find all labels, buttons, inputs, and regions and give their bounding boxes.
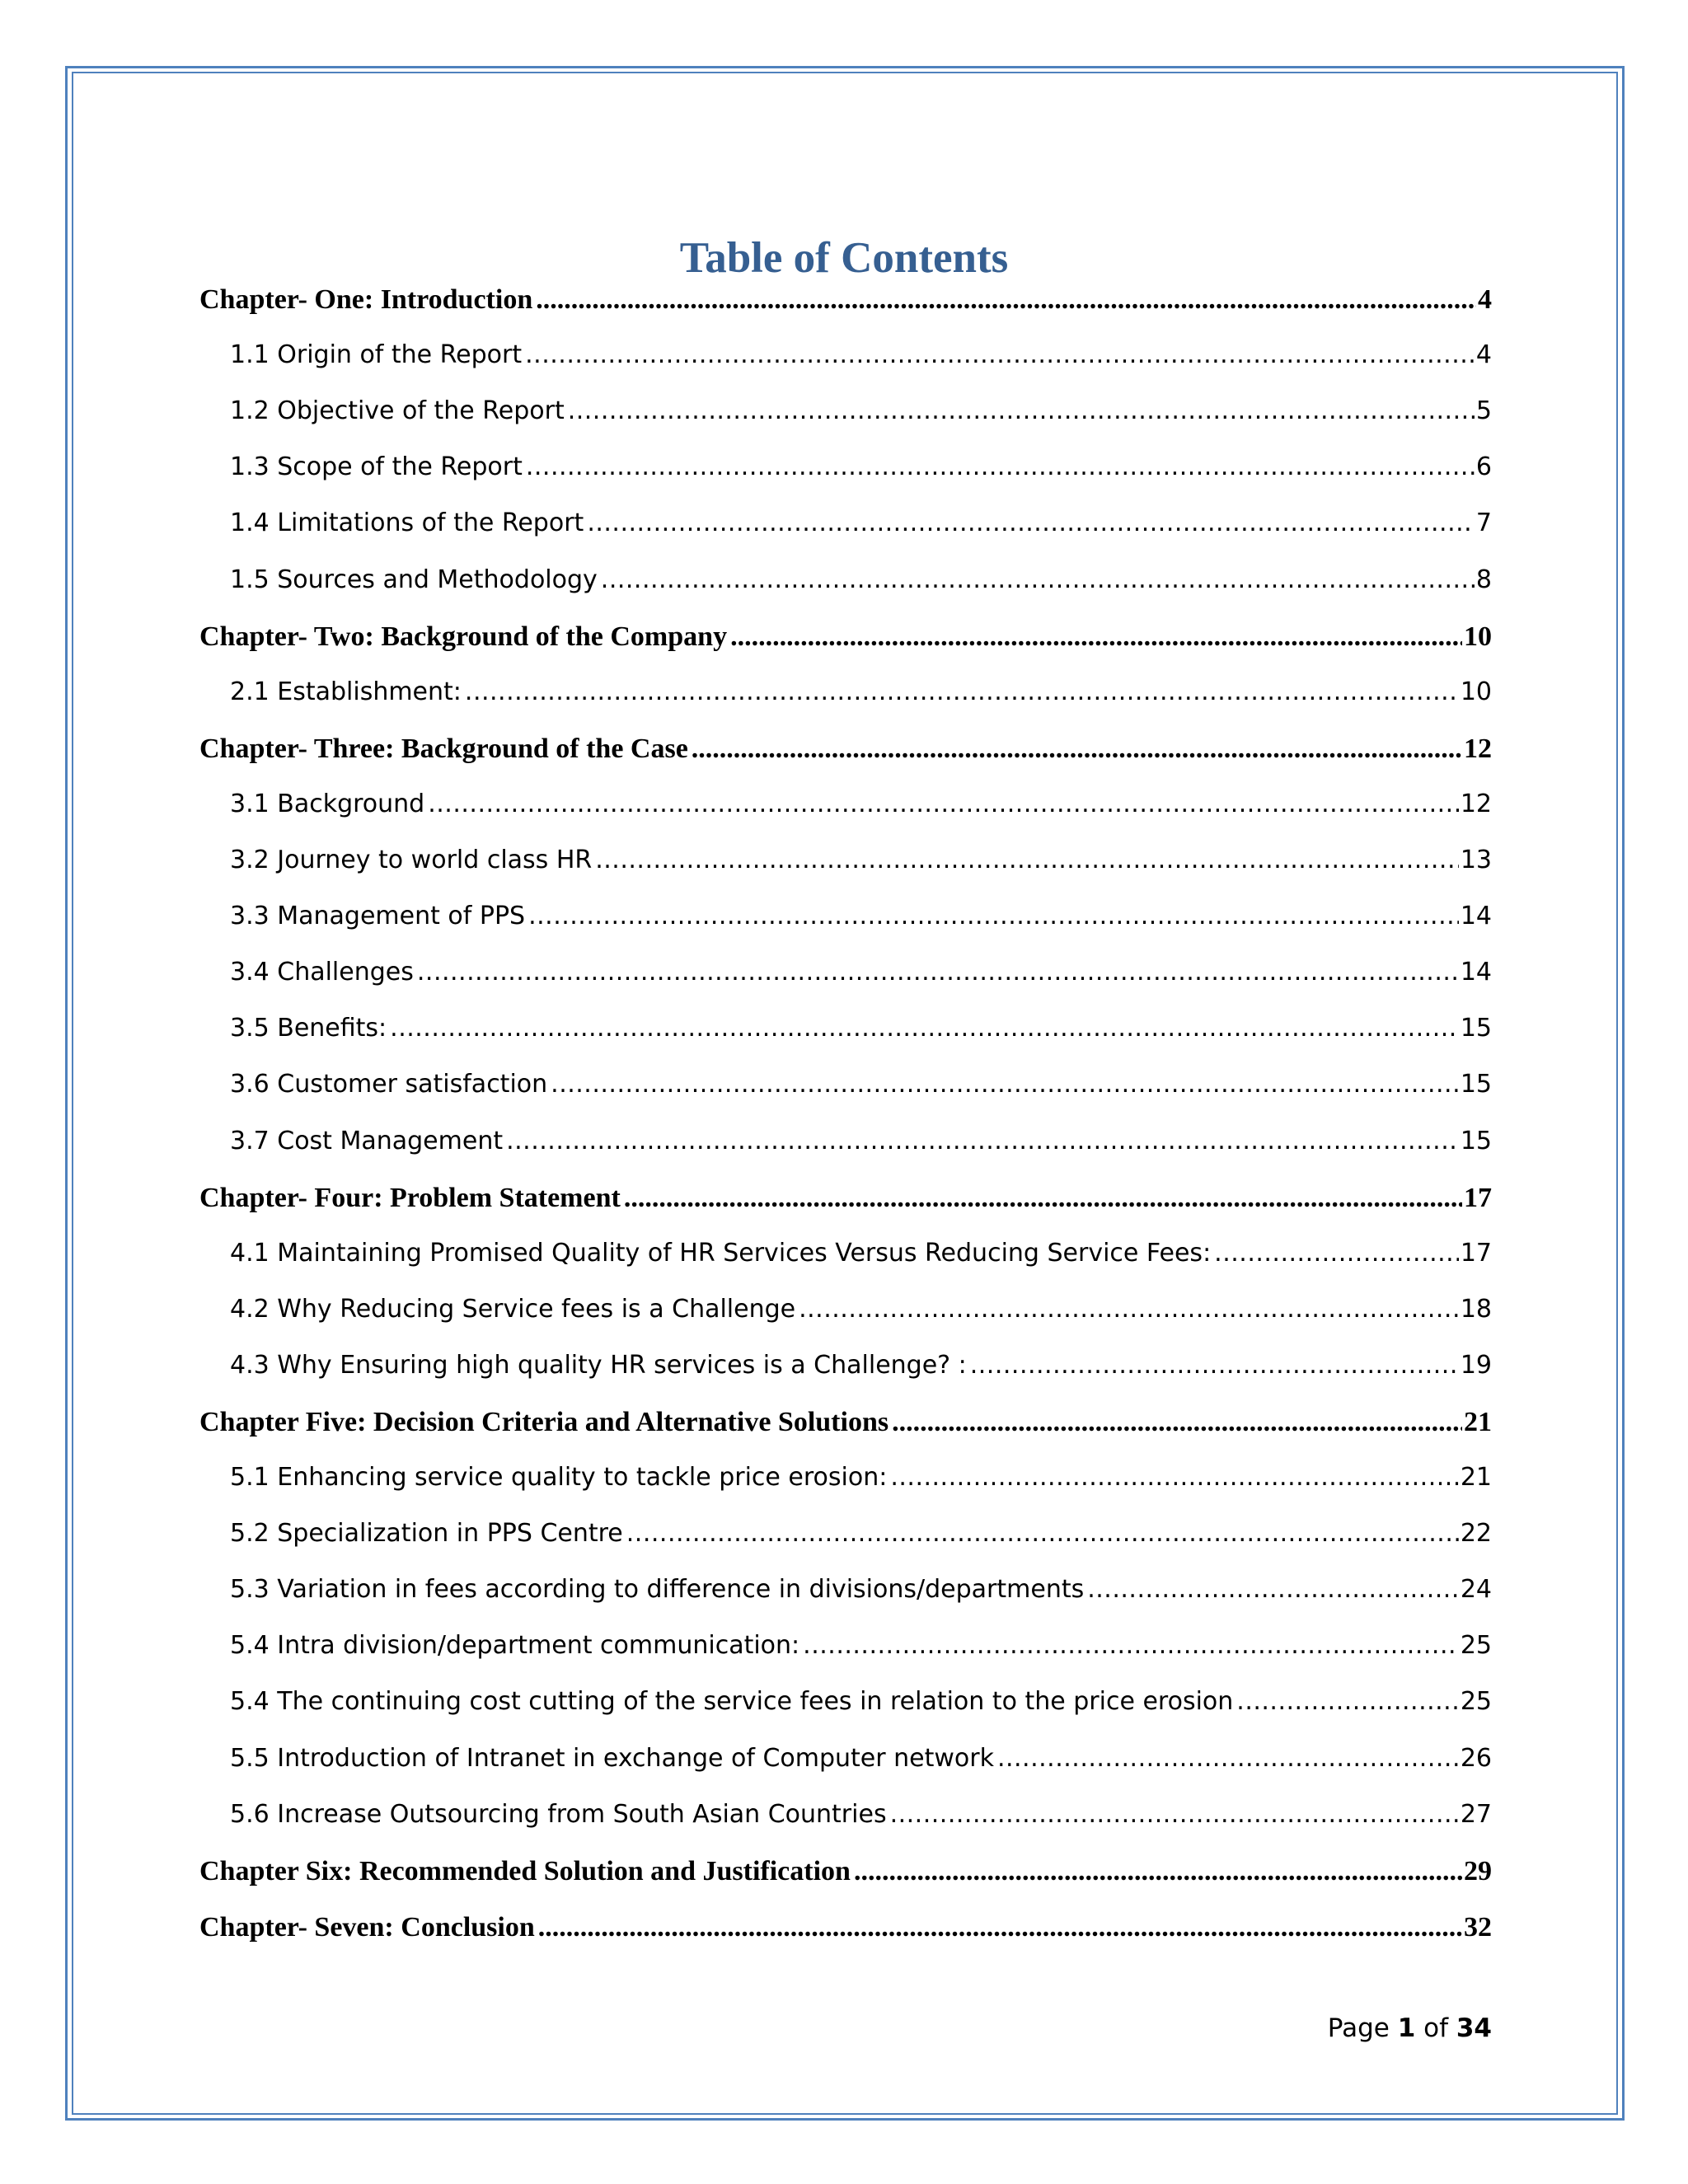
toc-section-entry[interactable] — [230, 1239, 1492, 1268]
toc-section-entry[interactable] — [230, 1351, 1492, 1380]
toc-dot-leader — [526, 452, 1475, 481]
toc-entry-label: 5.2 Specialization in PPS Centre — [230, 1519, 623, 1548]
toc-section-entry[interactable] — [230, 1687, 1492, 1716]
toc-entry-page-number: 21 — [1460, 1463, 1492, 1492]
toc-dot-leader — [730, 621, 1462, 653]
toc-dot-leader — [1236, 1687, 1459, 1716]
page-footer — [1328, 2013, 1492, 2043]
toc-entry-label: Chapter- Four: Problem Statement — [199, 1183, 621, 1213]
toc-section-entry[interactable] — [230, 790, 1492, 818]
toc-entry-label: Chapter Six: Recommended Solution and Justification — [199, 1856, 851, 1886]
toc-section-entry[interactable] — [230, 509, 1492, 537]
toc-entry-page-number: 29 — [1464, 1856, 1492, 1886]
toc-dot-leader — [1087, 1575, 1459, 1604]
toc-entry-label: Chapter- One: Introduction — [199, 284, 533, 315]
toc-entry-label: 2.1 Establishment: — [230, 677, 462, 706]
toc-dot-leader — [390, 1014, 1459, 1043]
toc-dot-leader — [799, 1295, 1459, 1324]
footer-current-page: 1 — [1397, 2013, 1416, 2043]
toc-entry-page-number: 32 — [1464, 1912, 1492, 1943]
toc-entry-label: 1.1 Origin of the Report — [230, 340, 523, 369]
toc-section-entry[interactable] — [230, 396, 1492, 425]
toc-entry-page-number: 6 — [1475, 452, 1492, 481]
toc-entry-page-number: 14 — [1460, 902, 1492, 930]
toc-entry-page-number: 14 — [1460, 958, 1492, 987]
toc-entry-label: Chapter- Three: Background of the Case — [199, 733, 688, 764]
toc-entry-page-number: 18 — [1460, 1295, 1492, 1324]
toc-dot-leader — [803, 1631, 1459, 1660]
toc-entry-page-number: 24 — [1460, 1575, 1492, 1604]
toc-entry-label: 3.5 Benefits: — [230, 1014, 387, 1043]
toc-dot-leader — [428, 790, 1459, 818]
toc-entry-page-number: 15 — [1460, 1014, 1492, 1043]
toc-section-entry[interactable] — [230, 1070, 1492, 1099]
toc-entry-page-number: 10 — [1464, 621, 1492, 652]
toc-dot-leader — [692, 733, 1462, 765]
toc-entry-page-number: 10 — [1460, 677, 1492, 706]
toc-entry-page-number: 12 — [1464, 733, 1492, 764]
toc-dot-leader — [970, 1351, 1459, 1380]
toc-entry-label: 5.5 Introduction of Intranet in exchange of Computer network — [230, 1744, 994, 1773]
toc-section-entry[interactable] — [230, 1519, 1492, 1548]
toc-dot-leader — [536, 284, 1476, 316]
toc-entry-label: 3.4 Challenges — [230, 958, 414, 987]
toc-section-entry[interactable] — [230, 565, 1492, 594]
toc-entry-label: 3.7 Cost Management — [230, 1127, 504, 1155]
toc-section-entry[interactable] — [230, 1800, 1492, 1829]
footer-middle: of — [1415, 2013, 1456, 2043]
toc-dot-leader — [538, 1912, 1462, 1943]
toc-entry-label: 1.2 Objective of the Report — [230, 396, 565, 425]
toc-dot-leader — [890, 1800, 1459, 1829]
toc-entry-label: 5.4 Intra division/department communication: — [230, 1631, 800, 1660]
toc-dot-leader — [506, 1127, 1459, 1155]
toc-entry-label: 5.3 Variation in fees according to difference in divisions/departments — [230, 1575, 1085, 1604]
toc-entry-label: Chapter- Seven: Conclusion — [199, 1912, 535, 1943]
toc-entry-label: 3.6 Customer satisfaction — [230, 1070, 548, 1099]
footer-prefix: Page — [1327, 2013, 1398, 2043]
toc-dot-leader — [525, 340, 1475, 369]
toc-dot-leader — [890, 1463, 1458, 1492]
toc-entry-page-number: 19 — [1460, 1351, 1492, 1380]
toc-section-entry[interactable] — [230, 1631, 1492, 1660]
toc-chapter-entry[interactable] — [199, 1407, 1492, 1438]
toc-section-entry[interactable] — [230, 340, 1492, 369]
toc-chapter-entry[interactable] — [199, 1856, 1492, 1887]
toc-dot-leader — [595, 846, 1459, 874]
toc-entry-label: 3.1 Background — [230, 790, 425, 818]
toc-entry-page-number: 4 — [1475, 340, 1492, 369]
toc-entry-page-number: 15 — [1460, 1070, 1492, 1099]
toc-title: Table of Contents — [679, 234, 1009, 282]
toc-entry-page-number: 27 — [1460, 1800, 1492, 1829]
toc-entry-page-number: 15 — [1460, 1127, 1492, 1155]
toc-entry-label: Chapter Five: Decision Criteria and Alternative Solutions — [199, 1407, 889, 1437]
toc-dot-leader — [997, 1744, 1459, 1773]
toc-dot-leader — [465, 677, 1459, 706]
toc-dot-leader — [417, 958, 1459, 987]
toc-entry-label: 3.3 Management of PPS — [230, 902, 526, 930]
toc-entry-label: 1.3 Scope of the Report — [230, 452, 523, 481]
toc-chapter-entry[interactable] — [199, 1912, 1492, 1943]
toc-section-entry[interactable] — [230, 1744, 1492, 1773]
toc-entry-page-number: 17 — [1464, 1183, 1492, 1213]
toc-entry-label: 3.2 Journey to world class HR — [230, 846, 593, 874]
toc-dot-leader — [601, 565, 1475, 594]
toc-entry-label: 5.4 The continuing cost cutting of the service fees in relation to the price erosion — [230, 1687, 1234, 1716]
toc-entry-page-number: 13 — [1460, 846, 1492, 874]
toc-entry-label: 4.3 Why Ensuring high quality HR services is a Challenge? : — [230, 1351, 967, 1380]
toc-entry-page-number: 17 — [1460, 1239, 1492, 1268]
toc-dot-leader — [528, 902, 1459, 930]
toc-entry-page-number: 5 — [1475, 396, 1492, 425]
toc-chapter-entry[interactable] — [199, 284, 1492, 316]
toc-dot-leader — [1214, 1239, 1459, 1268]
toc-section-entry[interactable] — [230, 958, 1492, 987]
toc-entry-page-number: 26 — [1460, 1744, 1492, 1773]
toc-entry-page-number: 7 — [1475, 509, 1492, 537]
toc-dot-leader — [587, 509, 1475, 537]
toc-entry-page-number: 8 — [1475, 565, 1492, 594]
toc-entry-page-number: 21 — [1464, 1407, 1492, 1437]
toc-dot-leader — [551, 1070, 1459, 1099]
toc-chapter-entry[interactable] — [199, 621, 1492, 653]
toc-section-entry[interactable] — [230, 902, 1492, 930]
toc-section-entry[interactable] — [230, 846, 1492, 874]
toc-entry-page-number: 12 — [1460, 790, 1492, 818]
toc-chapter-entry[interactable] — [199, 733, 1492, 765]
toc-entry-label: 1.5 Sources and Methodology — [230, 565, 598, 594]
toc-entry-page-number: 4 — [1478, 284, 1492, 315]
toc-section-entry[interactable] — [230, 677, 1492, 706]
toc-entry-label: 5.1 Enhancing service quality to tackle price erosion: — [230, 1463, 888, 1492]
toc-entry-label: 5.6 Increase Outsourcing from South Asian Countries — [230, 1800, 887, 1829]
toc-entry-label: Chapter- Two: Background of the Company — [199, 621, 728, 652]
toc-section-entry[interactable] — [230, 452, 1492, 481]
toc-section-entry[interactable] — [230, 1295, 1492, 1324]
toc-section-entry[interactable] — [230, 1463, 1492, 1492]
toc-entry-label: 1.4 Limitations of the Report — [230, 509, 584, 537]
toc-entry-page-number: 22 — [1460, 1519, 1492, 1548]
footer-total-pages: 34 — [1456, 2013, 1492, 2043]
toc-dot-leader — [892, 1407, 1462, 1438]
toc-section-entry[interactable] — [230, 1575, 1492, 1604]
toc-dot-leader — [854, 1856, 1462, 1887]
toc-entry-page-number: 25 — [1460, 1631, 1492, 1660]
toc-entry-label: 4.2 Why Reducing Service fees is a Challenge — [230, 1295, 796, 1324]
toc-entry-page-number: 25 — [1460, 1687, 1492, 1716]
toc-chapter-entry[interactable] — [199, 1183, 1492, 1214]
toc-dot-leader — [626, 1519, 1459, 1548]
toc-section-entry[interactable] — [230, 1014, 1492, 1043]
toc-section-entry[interactable] — [230, 1127, 1492, 1155]
toc-entry-label: 4.1 Maintaining Promised Quality of HR Services Versus Reducing Service Fees: — [230, 1239, 1212, 1268]
toc-dot-leader — [624, 1183, 1462, 1214]
toc-dot-leader — [568, 396, 1475, 425]
